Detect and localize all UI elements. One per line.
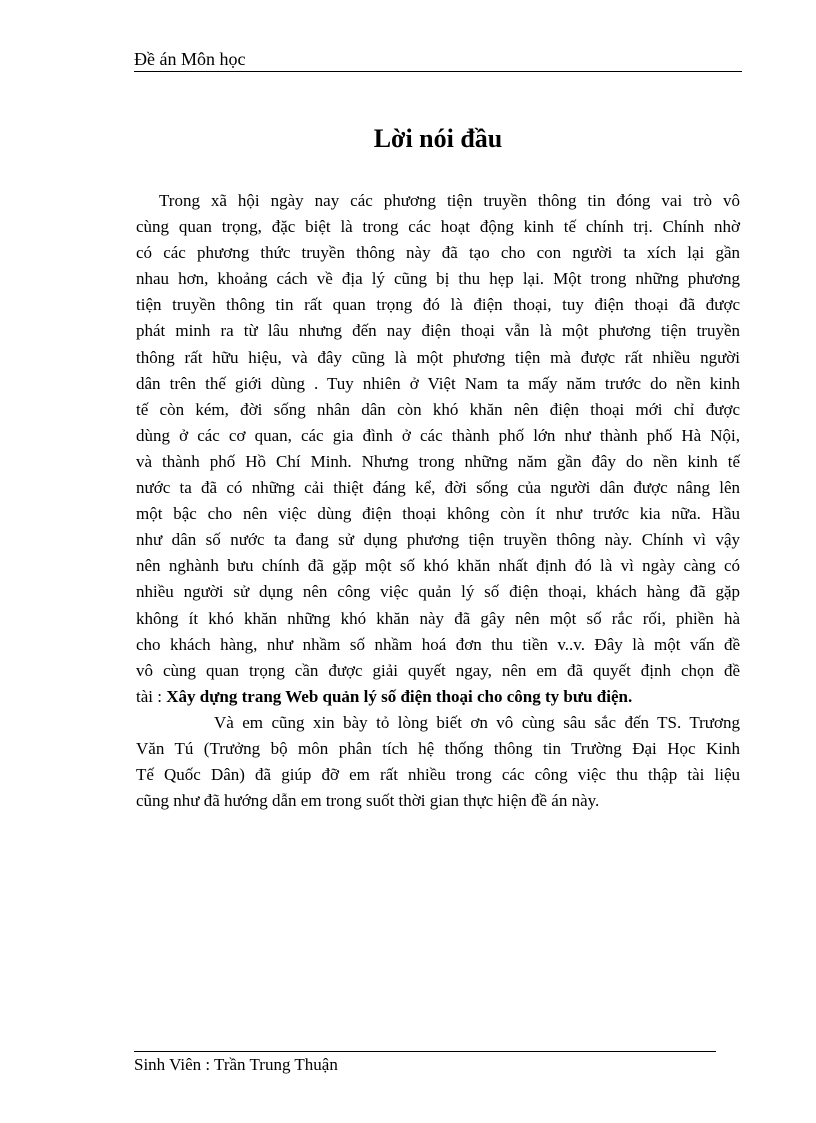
- text-line: Trong xã hội ngày nay các phương tiện truyền thông tin đóng vai trò vô: [159, 191, 740, 210]
- text-line: nhau hơn, khoảng cách về địa lý cũng bị thu hẹp lại. Một trong những phương: [136, 269, 740, 289]
- text-line: một bậc cho nên việc dùng điện thoại không còn ít như trước kia nữa. Hầu: [136, 504, 740, 524]
- page-title: Lời nói đầu: [373, 124, 503, 153]
- paragraph-intro: [136, 188, 740, 710]
- text-line: không ít khó khăn những khó khăn này đã gây nên một số rắc rối, phiền hà: [136, 608, 740, 628]
- page-footer: Sinh Viên : Trần Trung Thuận: [134, 1055, 338, 1074]
- footer-divider: [134, 1051, 716, 1052]
- text-line: Và em cũng xin bày tỏ lòng biết ơn vô cùng sâu sắc đến TS. Trương: [214, 712, 740, 732]
- text-line: Tế Quốc Dân) đã giúp đỡ em rất nhiều trong các công việc thu thập tài liệu: [136, 765, 740, 785]
- text-line: thông rất hữu hiệu, và đây cũng là một phương tiện mà được rất nhiều người: [136, 347, 740, 367]
- text-line: [136, 684, 740, 710]
- text-line: có các phương thức truyền thông này đã tạo cho con người ta xích lại gần: [136, 243, 740, 263]
- text-line: tiện truyền thông tin rất quan trọng đó là điện thoại, tuy điện thoại đã được: [136, 295, 740, 315]
- text-line: cũng như đã hướng dẫn em trong suốt thời gian thực hiện đề án này.: [136, 791, 600, 811]
- text-line: Văn Tú (Trưởng bộ môn phân tích hệ thống thông tin Trường Đại Học Kinh: [136, 738, 740, 758]
- text-line: và thành phố Hồ Chí Minh. Nhưng trong những năm gần đây do nền kinh tế: [136, 451, 740, 471]
- text-line: như dân số nước ta đang sử dụng phương tiện truyền thông này. Chính vì vậy: [136, 530, 740, 550]
- topic-prefix: tài :: [136, 686, 167, 706]
- text-line: cùng quan trọng, đặc biệt là trong các hoạt động kinh tế chính trị. Chính nhờ: [136, 217, 740, 237]
- text-line: nhiều người sử dụng nên công việc quản lý số điện thoại, khách hàng đã gặp: [136, 582, 740, 602]
- page-header: Đề án Môn học: [134, 49, 246, 69]
- project-topic: Xây dựng trang Web quản lý số điện thoại cho công ty bưu điện.: [166, 686, 633, 706]
- text-line: nước ta đã có những cải thiệt đáng kể, đời sống của người dân được nâng lên: [136, 478, 740, 498]
- text-line: vô cùng quan trọng cần được giải quyết ngay, nên em đã quyết định chọn đề: [136, 660, 740, 680]
- text-line: dân trên thế giới dùng . Tuy nhiên ở Việt Nam ta mấy năm trước do nền kinh: [136, 373, 740, 393]
- text-line: phát minh ra từ lâu nhưng đến nay điện thoại vẫn là một phương tiện truyền: [136, 321, 740, 341]
- header-divider: [134, 71, 742, 72]
- document-body: [136, 188, 740, 814]
- text-line: dùng ở các cơ quan, các gia đình ở các thành phố lớn như thành phố Hà Nội,: [136, 425, 740, 445]
- text-line: tế còn kém, đời sống nhân dân còn khó khăn nên điện thoại mới chỉ được: [136, 399, 740, 419]
- text-line: cho khách hàng, như nhầm số nhầm hoá đơn thu tiền v..v. Đây là một vấn đề: [136, 634, 740, 654]
- paragraph-acknowledgement: [136, 710, 740, 814]
- text-line: nên nghành bưu chính đã gặp một số khó khăn nhất định đó là vì ngày càng có: [136, 556, 740, 576]
